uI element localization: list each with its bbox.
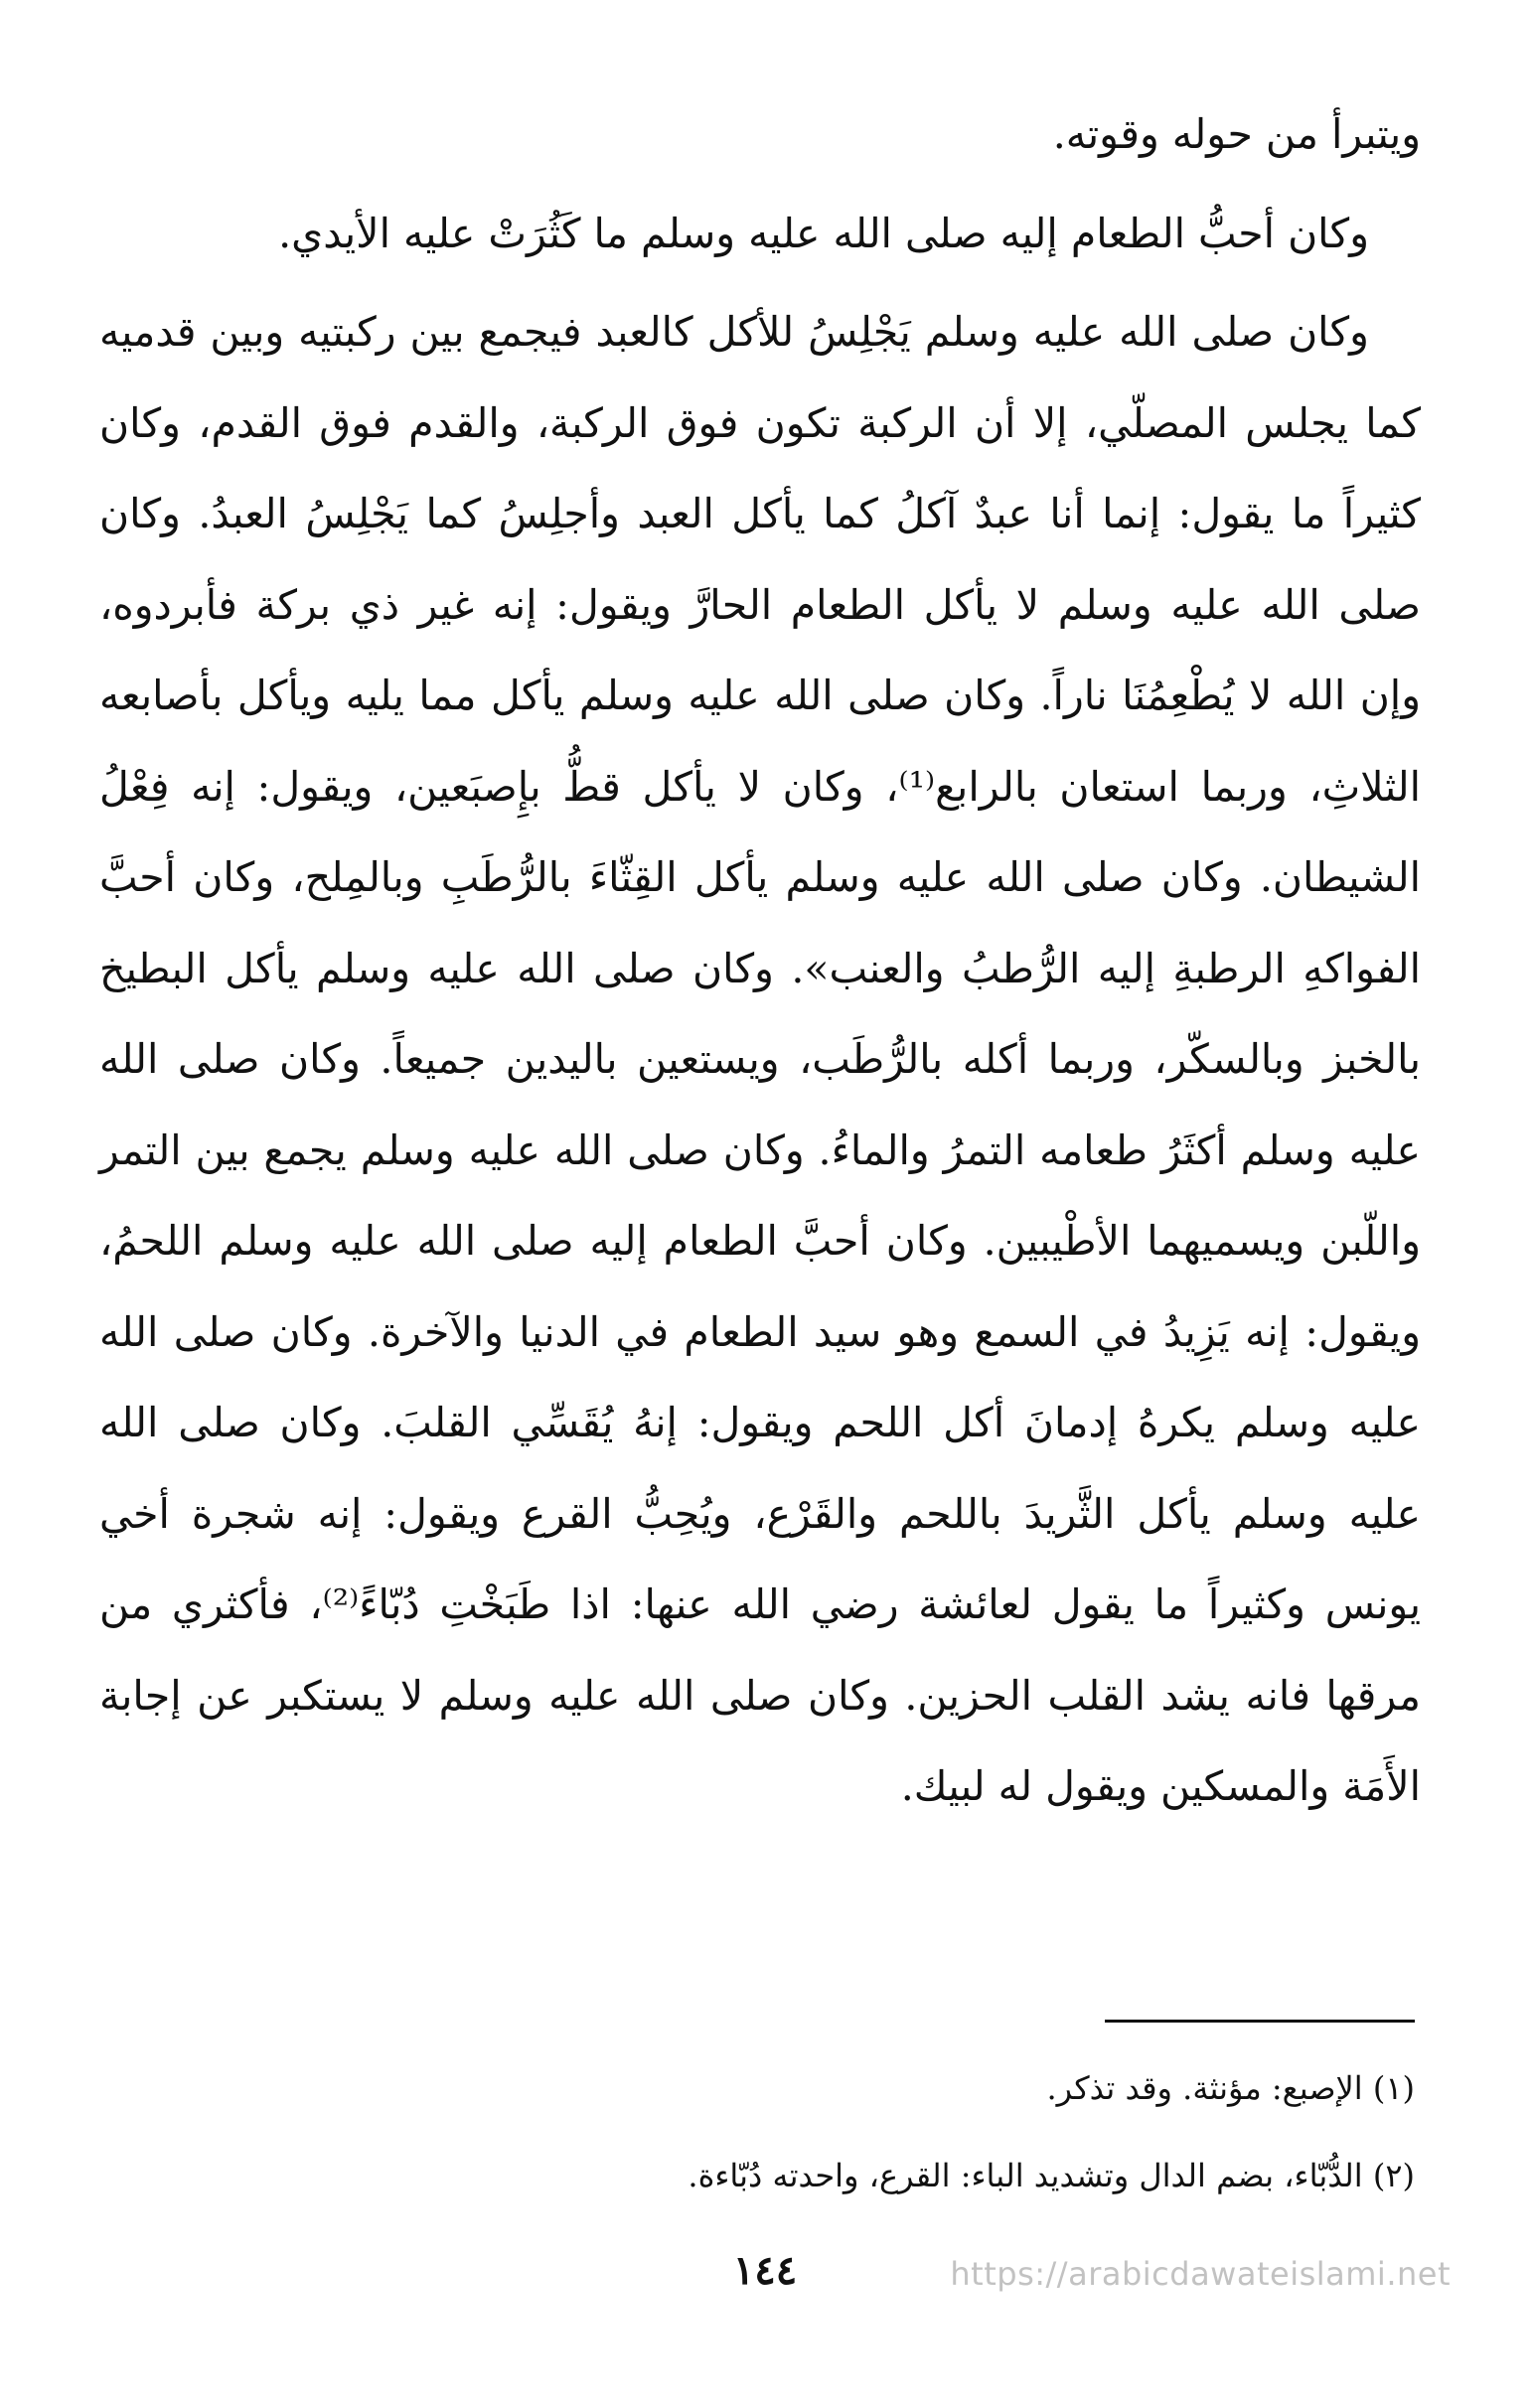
main-text xyxy=(99,89,1421,1833)
page-number: ١٤٤ xyxy=(732,2247,798,2294)
footnote-1: (١) الإصبع: مؤنثة. وقد تذكر. xyxy=(1046,2069,1415,2107)
paragraph-1: ويتبرأ من حوله وقوته. xyxy=(1052,110,1421,158)
paragraph-3: وكان صلى الله عليه وسلم يَجْلِسُ للأكل كالعبد فيجمع بين ركبتيه وبين قدميه كما يجلس المصلّي، إلا أن الركبة تكون فوق الركبة، والقدم فوق القدم، وكان كثيراً ما يقول: إنما أنا عبدٌ آكلُ كما يأكل العبد وأجلِسُ كما يَجْلِسُ العبدُ. وكان صلى الله عليه وسلم لا يأكل الطعام الحارَّ ويقول: إنه غير ذي بركة فأبردوه، وإن الله لا يُطْعِمُنَا ناراً. وكان صلى الله عليه وسلم يأكل مما يليه ويأكل بأصابعه الثلاثِ، وربما استعان بالرابع⁽¹⁾، وكان لا يأكل قطُّ بإِصبَعين، ويقول: إنه فِعْلُ الشيطان. وكان صلى الله عليه وسلم يأكل القِثّاءَ بالرُّطَبِ وبالمِلح، وكان أحبَّ الفواكهِ الرطبةِ إليه الرُّطبُ والعنب». وكان صلى الله عليه وسلم يأكل البطيخ بالخبز وبالسكّر، وربما أكله بالرُّطَب، ويستعين باليدين جميعاً. وكان صلى الله عليه وسلم أكثَرُ طعامه التمرُ والماءُ. وكان صلى الله عليه وسلم يجمع بين التمر واللّبن ويسميهما الأطْيبين. وكان أحبَّ الطعام إليه صلى الله عليه وسلم اللحمُ، ويقول: إنه يَزِيدُ في السمع وهو سيد الطعام في الدنيا والآخرة. وكان صلى الله عليه وسلم يكرهُ إدمانَ أكل اللحم ويقول: إنهُ يُقَسِّي القلبَ. وكان صلى الله عليه وسلم يأكل الثَّريدَ باللحم والقَرْع، ويُحِبُّ القرع ويقول: إنه شجرة أخي يونس وكثيراً ما يقول لعائشة رضي الله عنها: اذا طَبَخْتِ دُبّاءً⁽²⁾، فأكثري من مرقها فانه يشد القلب الحزين. وكان صلى الله عليه وسلم لا يستكبر عن إجابة الأَمَة والمسكين ويقول له لبيك. xyxy=(99,308,1422,1810)
paragraph-2: وكان أحبُّ الطعام إليه صلى الله عليه وسلم ما كَثُرَتْ عليه الأيدي. xyxy=(278,209,1369,257)
footnote-separator xyxy=(1105,2020,1415,2023)
footnote-2: (٢) الدُّبّاء، بضم الدال وتشديد الباء: القرع، واحدته دُبّاءة. xyxy=(688,2157,1415,2194)
watermark: https://arabicdawateislami.net xyxy=(950,2255,1451,2293)
footnotes xyxy=(123,2044,1415,2219)
